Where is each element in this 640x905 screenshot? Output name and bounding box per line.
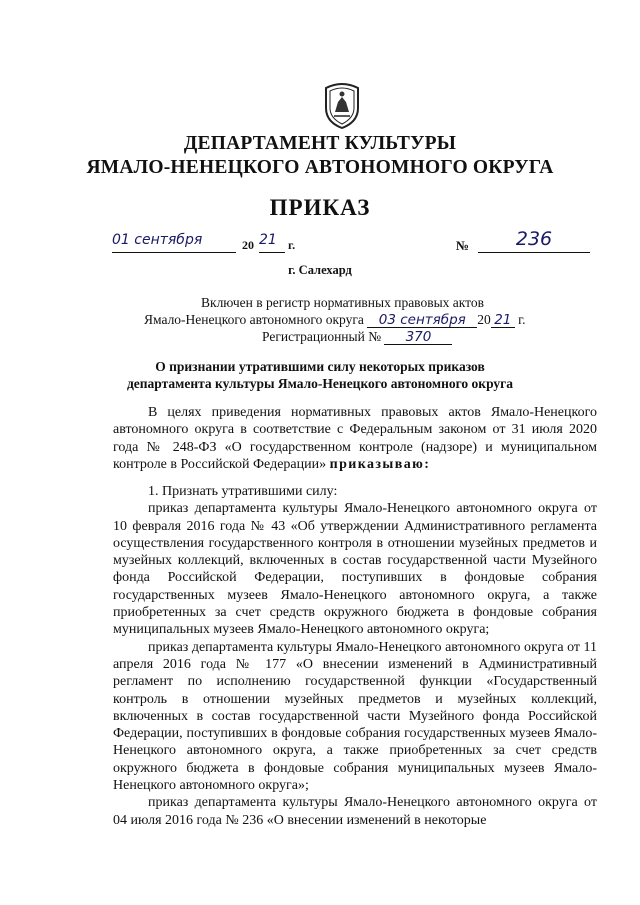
registration-number: 370 bbox=[384, 330, 452, 345]
order-number-value: 236 bbox=[478, 232, 590, 253]
order-word: приказываю: bbox=[329, 456, 431, 472]
registration-century: 20 bbox=[477, 312, 491, 327]
order-number-sign: № bbox=[456, 238, 470, 253]
department-title-line2: ЯМАЛО-НЕНЕЦКОГО АВТОНОМНОГО ОКРУГА bbox=[86, 157, 554, 178]
order-date-year: 21 bbox=[259, 232, 285, 253]
registration-number-label: Регистрационный № bbox=[262, 329, 382, 344]
registration-line2 bbox=[144, 312, 526, 328]
order-date-day-month: 01 сентября bbox=[112, 232, 236, 253]
coat-of-arms-icon bbox=[322, 80, 362, 130]
department-title-line1: ДЕПАРТАМЕНТ КУЛЬТУРЫ bbox=[183, 133, 457, 154]
document-type: ПРИКАЗ bbox=[269, 195, 371, 220]
order-items bbox=[113, 483, 597, 829]
list-item: приказ департамента культуры Ямало-Ненецкого автономного округа от 04 июля 2016 года № 236 «О внесении изменений в некоторые bbox=[113, 795, 597, 828]
registration-year: 21 bbox=[491, 313, 515, 328]
city: г. Салехард bbox=[288, 263, 352, 277]
subject-line1: О признании утратившими силу некоторых приказов bbox=[155, 359, 485, 374]
order-date-century: 20 bbox=[242, 238, 254, 252]
intro-paragraph bbox=[113, 404, 597, 473]
registration-suffix: г. bbox=[518, 312, 526, 327]
point1-heading: 1. Признать утратившими силу: bbox=[148, 484, 338, 499]
list-item: приказ департамента культуры Ямало-Ненецкого автономного округа от 10 февраля 2016 года № 43 «Об утверждении Административного регламента осуществления государственного контроля в отношении музейных предметов и музейных коллекций, включенных в состав государственной части Музейного фонда Российской Федерации, поступивших в фондовые собрания государственных музеев Ямало-Ненецкого автономного округа, а также приобретенных за счет средств окружного бюджета в фондовые собрания муниципальных музеев Ямало-Ненецкого автономного округа; bbox=[113, 501, 597, 638]
list-item: приказ департамента культуры Ямало-Ненецкого автономного округа от 11 апреля 2016 года № 177 «О внесении изменений в Административный регламент по исполнению государственной функции «Государственный контроль в отношении музейных предметов и музейных коллекций, включенных в состав государственной части Музейного фонда Российской Федерации, поступивших в фондовые собрания государственных музеев Ямало-Ненецкого автономного округа, а также приобретенных за счет средств окружного бюджета в фондовые собрания муниципальных музеев Ямало-Ненецкого автономного округа»; bbox=[113, 639, 597, 794]
registration-date: 03 сентября bbox=[367, 313, 477, 328]
intro-text: В целях приведения нормативных правовых актов Ямало-Ненецкого автономного округа в соответствие с Федеральным законом от 31 июля 2020 года № 248-ФЗ «О государственном контроле (надзоре) и муниципальном контроле в Российской Федерации» bbox=[113, 405, 597, 472]
registration-line3 bbox=[262, 329, 452, 345]
registration-line1: Включен в регистр нормативных правовых актов bbox=[201, 295, 485, 310]
order-date-suffix: г. bbox=[288, 238, 296, 252]
subject-line2: департамента культуры Ямало-Ненецкого автономного округа bbox=[126, 376, 514, 391]
registration-region: Ямало-Ненецкого автономного округа bbox=[144, 312, 364, 327]
